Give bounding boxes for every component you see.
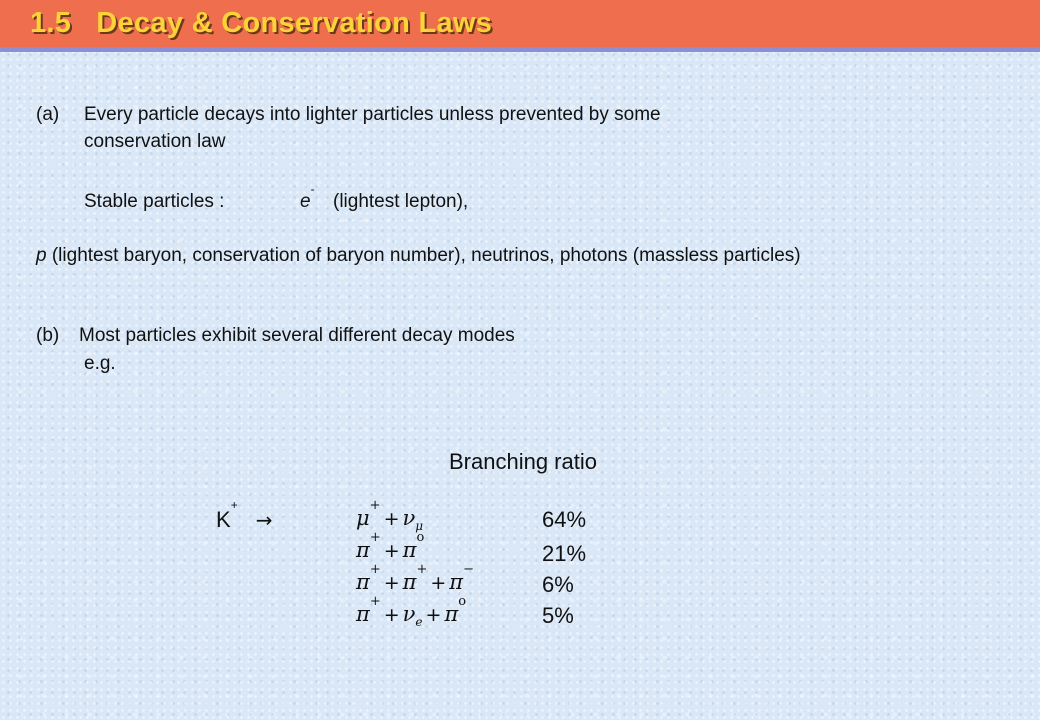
kaon-symbol: K: [216, 507, 231, 532]
decay-mode-2: $\pi^++ \pi^o$: [356, 530, 425, 562]
title-bar: [0, 0, 1040, 52]
section-b-eg: e.g.: [84, 353, 116, 374]
parent-particle: [216, 498, 273, 533]
kaon-charge: +: [230, 498, 238, 512]
ratio-2: 21%: [542, 541, 587, 566]
stable-others-line: [36, 245, 801, 267]
section-b-label: (b): [36, 325, 60, 346]
section-a-label: (a): [36, 104, 60, 125]
electron-charge: -: [310, 182, 315, 196]
stable-others-text: (lightest baryon, conservation of baryon number), neutrinos, photons (massless particles): [46, 245, 801, 266]
section-a-line1: Every particle decays into lighter particles unless prevented by some: [84, 104, 661, 125]
ratio-4: 5%: [542, 603, 574, 628]
branching-ratio-header: Branching ratio: [449, 449, 597, 474]
section-b-line1: Most particles exhibit several different decay modes: [79, 325, 515, 346]
section-a-line2: conservation law: [84, 131, 226, 152]
stable-electron: [300, 182, 315, 213]
proton-symbol: p: [36, 245, 47, 266]
electron-symbol: e: [300, 191, 311, 212]
decay-mode-3: π++ π++ π−: [356, 562, 474, 594]
ratio-3: 6%: [542, 572, 574, 597]
ratio-1: 64%: [542, 507, 587, 532]
stable-electron-note: (lightest lepton),: [333, 191, 469, 212]
decay-arrow: →: [255, 508, 273, 532]
slide-title: 1.5 Decay & Conservation Laws: [30, 7, 493, 39]
decay-mode-1: $\mu^++ \nu_\mu$: [356, 498, 424, 534]
decay-mode-4: $\pi^++ \nu_e + \pi^o$: [356, 594, 467, 630]
stable-particles-label: Stable particles :: [84, 191, 225, 212]
